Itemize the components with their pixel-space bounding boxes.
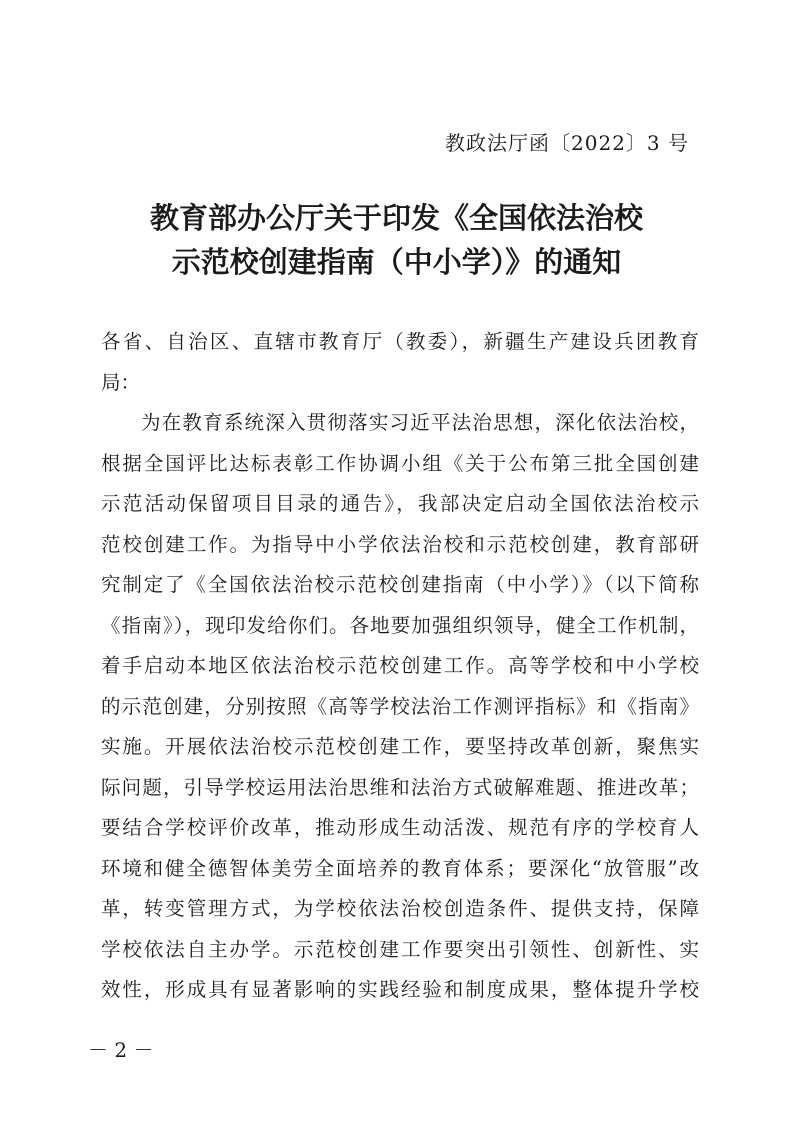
body-line: 示范活动保留项目目录的通告》，我部决定启动全国依法治校示 (101, 492, 699, 515)
body-line: 《指南》），现印发给你们。各地要加强组织领导，健全工作机制， (101, 613, 699, 637)
body-line: 实施。开展依法治校示范校创建工作，要坚持改革创新，聚焦实 (101, 735, 699, 758)
body-line: 要结合学校评价改革，推动形成生动活泼、规范有序的学校育人 (101, 816, 699, 839)
body-line: 的示范创建，分别按照《高等学校法治工作测评指标》和《指南》 (101, 694, 699, 718)
body-line: 学校依法自主办学。示范校创建工作要突出引领性、创新性、实 (101, 937, 699, 961)
document-title (0, 196, 793, 284)
body-line: 范校创建工作。为指导中小学依法治校和示范校创建，教育部研 (101, 532, 699, 556)
body-line: 际问题，引导学校运用法治思维和法治方式破解难题、推进改革； (101, 775, 699, 799)
body-line: 革，转变管理方式，为学校依法治校创造条件、提供支持，保障 (101, 897, 699, 920)
page-number: － 2 － (88, 1038, 154, 1062)
body-line: 着手启动本地区依法治校示范校创建工作。高等学校和中小学校 (101, 654, 699, 677)
body-line: 效性，形成具有显著影响的实践经验和制度成果，整体提升学校 (101, 978, 699, 1001)
body-line: 环境和健全德智体美劳全面培养的教育体系；要深化“放管服”改 (101, 856, 699, 880)
body-line: 究制定了《全国依法治校示范校创建指南（中小学）》（以下简称 (101, 573, 699, 596)
body-line: 为在教育系统深入贯彻落实习近平法治思想，深化依法治校， (141, 411, 699, 434)
body-line: 根据全国评比达标表彰工作协调小组《关于公布第三批全国创建 (101, 451, 699, 475)
body-paragraph (101, 403, 699, 1011)
salutation-line: 各省、自治区、直辖市教育厅（教委），新疆生产建设兵团教育 (101, 330, 699, 353)
salutation (101, 322, 699, 403)
document-number: 教政法厅函〔2022〕3 号 (445, 131, 689, 155)
salutation-line: 局： (101, 370, 141, 394)
title-line-1: 教育部办公厅关于印发《全国依法治校 (149, 201, 643, 235)
title-line-2: 示范校创建指南（中小学）》的通知 (171, 245, 622, 279)
